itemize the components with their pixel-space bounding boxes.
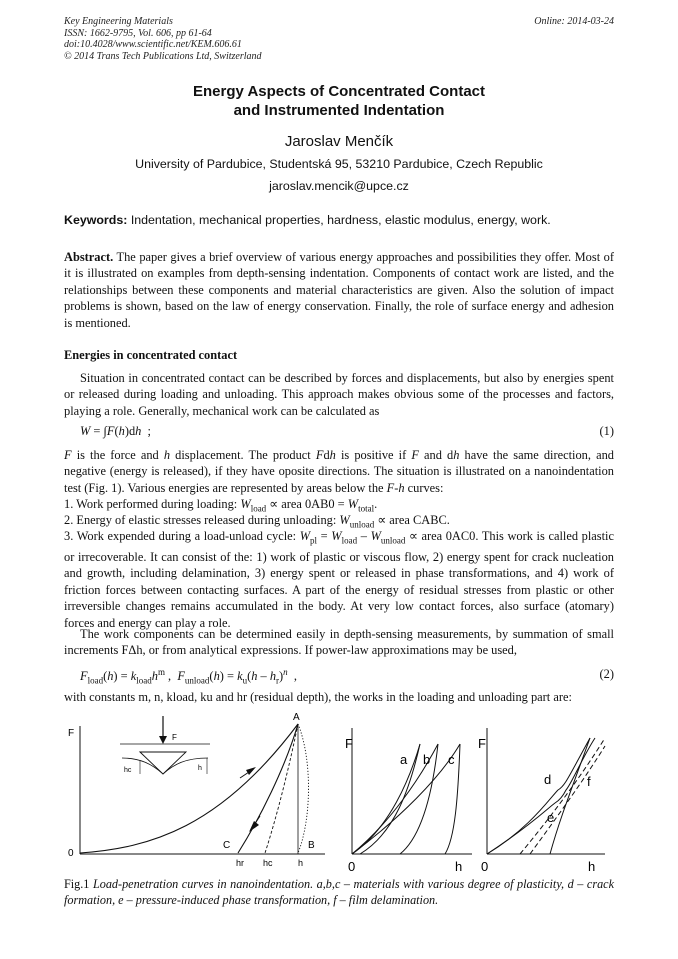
journal-doi: doi:10.4028/www.scientific.net/KEM.606.61 — [64, 39, 242, 50]
journal-copyright: © 2014 Trans Tech Publications Ltd, Switzerland — [64, 50, 262, 62]
point-C-label: C — [223, 840, 231, 851]
inset-h-label: h — [198, 765, 202, 772]
title-line-2: and Instrumented Indentation — [233, 102, 445, 119]
curve-f-label: f — [587, 774, 591, 789]
figure-1 — [60, 708, 620, 878]
middle-F-label: F — [345, 736, 353, 751]
figure-caption — [64, 876, 614, 909]
list-item-1: 1. Work performed during loading: $W_{load}$ ∝ area $0AB0 = W_{total}$. — [64, 497, 378, 514]
author-name: Jaroslav Menčík — [284, 133, 394, 150]
curve-d-label: d — [544, 772, 552, 787]
online-date: Online: 2014-03-24 — [534, 16, 614, 27]
curve-e-label: e — [547, 810, 555, 825]
keywords — [64, 213, 551, 227]
unloading-dashed — [265, 724, 298, 853]
loading-curve — [80, 724, 298, 853]
h-label: h — [298, 858, 304, 868]
list-item-2: 2. Energy of elastic stresses released during unloading: $W_{unload}$ ∝ area CABC. — [64, 513, 450, 530]
right-panel — [478, 728, 605, 874]
point-B-label: B — [308, 840, 315, 851]
middle-h-label: h — [455, 859, 463, 874]
point-A-label: A — [293, 712, 300, 723]
middle-zero-label: 0 — [348, 859, 356, 874]
abstract-label: Abstract. — [64, 250, 114, 264]
equation-1: W = ∫F(h)dh ; — [80, 424, 151, 438]
caption-text: Load-penetration curves in nanoindentation. a,b,c – materials with various degree of plasticity, d – crack formation, e – pressure-induced phase transformation, f – film delamination. — [64, 877, 614, 908]
curve-b-label: b — [423, 752, 431, 767]
right-F-label: F — [478, 736, 486, 751]
right-zero-label: 0 — [481, 859, 489, 874]
curve-c-label: c — [448, 752, 455, 767]
inset-hc-label: hc — [124, 767, 132, 774]
curve-a-label: a — [400, 752, 408, 767]
journal-header — [64, 16, 262, 62]
abstract-text: The paper gives a brief overview of various energy approaches and possibilities they offer. Most of it is illustrated on examples from depth-sensing indentation. Components of contact work are listed, and the relationships between these components and material characteristics are given. Also the solution of impact problems is shown, based on the law of energy conservation. Finally, the role of surface energy and adhesion is mentioned. — [64, 250, 614, 330]
left-zero-label: 0 — [68, 848, 74, 859]
author-email: jaroslav.mencik@upce.cz — [269, 179, 409, 193]
paragraph-4: with constants m, n, kload, ku and hr (residual depth), the works in the loading and unloading part are: — [64, 690, 572, 704]
paragraph-1: Situation in concentrated contact can be described by forces and displacements, but also by energies spent or released during loading and unloading. This approach makes obvious some of the processes and factors, playing a role. Generally, mechanical work can be calculated as — [64, 371, 614, 418]
hr-label: hr — [236, 858, 245, 868]
unloading-curve — [238, 724, 298, 853]
list-item-3: 3. Work expended during a load-unload cycle: $W_{pl} = W_{load} - W_{unload}$ ∝ area 0AC0. This work is called plastic or irrecoverable. It can consist of the: 1) work of plastic or viscous flow, 2) energy spent for crack nucleation and growth, including delamination, 3) energy spent or released in phase transformations, and 4) work of friction forces between contacting surfaces. A part of the energy of residual stresses from plastic or other irreversible changes remains accumulated in the body. At very low contact forces, also surface (atomary) forces and energy can play a role. — [64, 529, 614, 630]
right-h-label: h — [588, 859, 596, 874]
equation-2: $F_{load}(h) = k_{load}h^m$ , $F_{unload}(h) = k_u(h - h_r)^n$ , — [80, 667, 297, 686]
abstract — [64, 249, 614, 331]
affiliation: University of Pardubice, Studentská 95, 53210 Pardubice, Czech Republic — [135, 157, 543, 171]
left-F-label: F — [68, 728, 75, 739]
equation-1-number: (1) — [599, 424, 614, 438]
elastic-dotted — [298, 724, 309, 853]
middle-panel — [345, 728, 472, 874]
paragraph-3: The work components can be determined easily in depth-sensing measurements, by summation of small increments FΔh, or from analytical expressions. If power-law approximations may be used, — [64, 627, 614, 658]
left-panel — [68, 712, 325, 868]
journal-issn: ISSN: 1662-9795, Vol. 606, pp 61-64 — [64, 27, 212, 39]
keywords-label: Keywords: — [64, 213, 128, 227]
paragraph-2: F is the force and h displacement. The product Fdh is positive if F and dh have the same direction, and negative (energy is released), if they have oposite directions. The situation is illustrated on a nanoindentation test (Fig. 1). Various energies are represented by areas below the F-h curves: — [64, 448, 614, 495]
equation-2-number: (2) — [599, 667, 614, 681]
caption-label: Fig.1 — [64, 877, 90, 891]
keywords-text: Indentation, mechanical properties, hardness, elastic modulus, energy, work. — [130, 213, 551, 227]
section-heading: Energies in concentrated contact — [64, 348, 238, 362]
inset-F-label: F — [172, 733, 177, 742]
paper-title — [0, 82, 678, 120]
indenter-inset — [120, 716, 210, 774]
title-line-1: Energy Aspects of Concentrated Contact — [193, 83, 485, 100]
hc-label: hc — [263, 858, 273, 868]
journal-name: Key Engineering Materials — [64, 16, 173, 27]
